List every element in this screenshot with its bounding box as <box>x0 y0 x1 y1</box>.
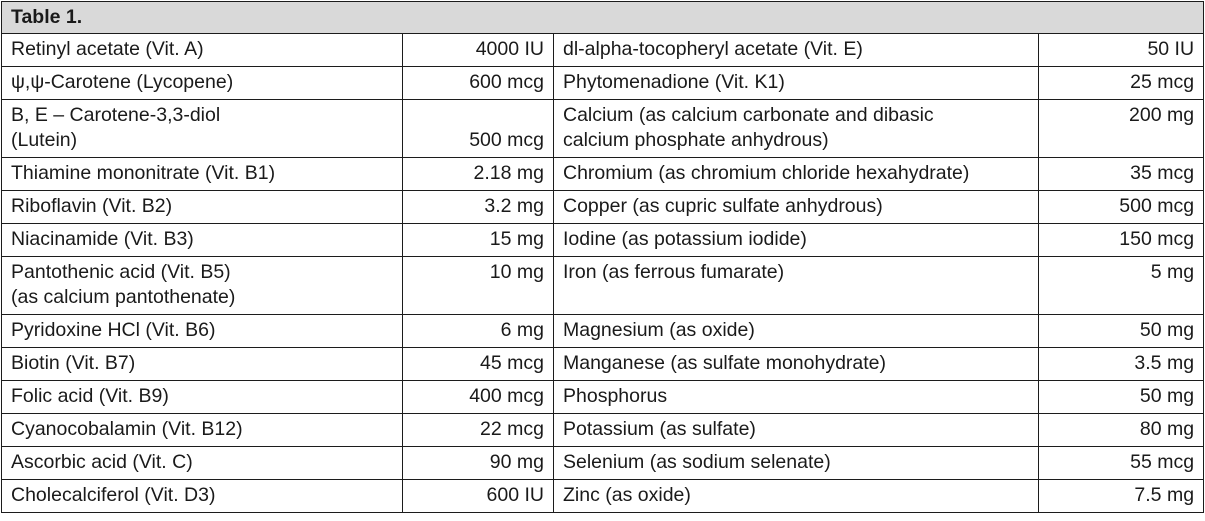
ingredient-name: Phosphorus <box>554 381 1039 414</box>
ingredient-amount: 22 mcg <box>403 414 554 447</box>
ingredient-name: Selenium (as sodium selenate) <box>554 447 1039 480</box>
table-row <box>2 100 1204 158</box>
ingredient-name-line: (as calcium pantothenate) <box>11 286 236 308</box>
ingredient-amount: 200 mg <box>1039 100 1204 158</box>
table-row <box>2 158 1204 191</box>
ingredient-amount: 5 mg <box>1039 257 1204 315</box>
table-row <box>2 447 1204 480</box>
ingredient-name: dl-alpha-tocopheryl acetate (Vit. E) <box>554 34 1039 67</box>
ingredient-amount: 500 mcg <box>403 100 554 158</box>
table-row <box>2 67 1204 100</box>
ingredient-amount: 400 mcg <box>403 381 554 414</box>
ingredient-amount: 4000 IU <box>403 34 554 67</box>
ingredient-name <box>2 257 403 315</box>
ingredient-amount: 55 mcg <box>1039 447 1204 480</box>
ingredient-name <box>554 100 1039 158</box>
ingredient-name: Biotin (Vit. B7) <box>2 348 403 381</box>
ingredient-amount: 35 mcg <box>1039 158 1204 191</box>
table-row <box>2 34 1204 67</box>
ingredient-name: Folic acid (Vit. B9) <box>2 381 403 414</box>
nutrient-table <box>1 1 1204 513</box>
table-title-row <box>2 2 1204 34</box>
table-row <box>2 480 1204 513</box>
ingredient-name: Manganese (as sulfate monohydrate) <box>554 348 1039 381</box>
ingredient-amount: 2.18 mg <box>403 158 554 191</box>
ingredient-name <box>2 100 403 158</box>
ingredient-amount: 50 IU <box>1039 34 1204 67</box>
ingredient-amount: 7.5 mg <box>1039 480 1204 513</box>
ingredient-name-line: Pantothenic acid (Vit. B5) <box>11 261 231 283</box>
ingredient-name: Potassium (as sulfate) <box>554 414 1039 447</box>
table-row <box>2 315 1204 348</box>
ingredient-name: Phytomenadione (Vit. K1) <box>554 67 1039 100</box>
table-title: Table 1. <box>2 2 1204 34</box>
ingredient-amount: 45 mcg <box>403 348 554 381</box>
ingredient-name: ψ,ψ-Carotene (Lycopene) <box>2 67 403 100</box>
ingredient-name: Niacinamide (Vit. B3) <box>2 224 403 257</box>
ingredient-name: Chromium (as chromium chloride hexahydrate) <box>554 158 1039 191</box>
ingredient-name: Ascorbic acid (Vit. C) <box>2 447 403 480</box>
ingredient-amount: 6 mg <box>403 315 554 348</box>
ingredient-amount: 50 mg <box>1039 315 1204 348</box>
ingredient-name: Zinc (as oxide) <box>554 480 1039 513</box>
ingredient-name: Iodine (as potassium iodide) <box>554 224 1039 257</box>
ingredient-amount: 600 IU <box>403 480 554 513</box>
table-row <box>2 191 1204 224</box>
ingredient-amount: 10 mg <box>403 257 554 315</box>
table-row <box>2 381 1204 414</box>
table-row <box>2 414 1204 447</box>
ingredient-name: Copper (as cupric sulfate anhydrous) <box>554 191 1039 224</box>
ingredient-name: Thiamine mononitrate (Vit. B1) <box>2 158 403 191</box>
ingredient-amount: 50 mg <box>1039 381 1204 414</box>
ingredient-name-line: (Lutein) <box>11 129 78 151</box>
ingredient-amount: 25 mcg <box>1039 67 1204 100</box>
ingredient-amount: 500 mcg <box>1039 191 1204 224</box>
ingredient-name: Iron (as ferrous fumarate) <box>554 257 1039 315</box>
table-row <box>2 257 1204 315</box>
ingredient-name: Retinyl acetate (Vit. A) <box>2 34 403 67</box>
ingredient-name: Cholecalciferol (Vit. D3) <box>2 480 403 513</box>
ingredient-amount: 80 mg <box>1039 414 1204 447</box>
ingredient-name-line: Calcium (as calcium carbonate and dibasic <box>563 104 934 126</box>
table-row <box>2 224 1204 257</box>
ingredient-name: Pyridoxine HCl (Vit. B6) <box>2 315 403 348</box>
ingredient-amount: 3.5 mg <box>1039 348 1204 381</box>
ingredient-name-line: calcium phosphate anhydrous) <box>563 129 829 151</box>
ingredient-amount: 3.2 mg <box>403 191 554 224</box>
table-row <box>2 348 1204 381</box>
ingredient-amount: 150 mcg <box>1039 224 1204 257</box>
ingredient-amount: 15 mg <box>403 224 554 257</box>
ingredient-name: Magnesium (as oxide) <box>554 315 1039 348</box>
ingredient-name-line: B, E – Carotene-3,3-diol <box>11 104 221 126</box>
ingredient-name: Cyanocobalamin (Vit. B12) <box>2 414 403 447</box>
ingredient-amount: 600 mcg <box>403 67 554 100</box>
ingredient-name: Riboflavin (Vit. B2) <box>2 191 403 224</box>
ingredient-amount: 90 mg <box>403 447 554 480</box>
